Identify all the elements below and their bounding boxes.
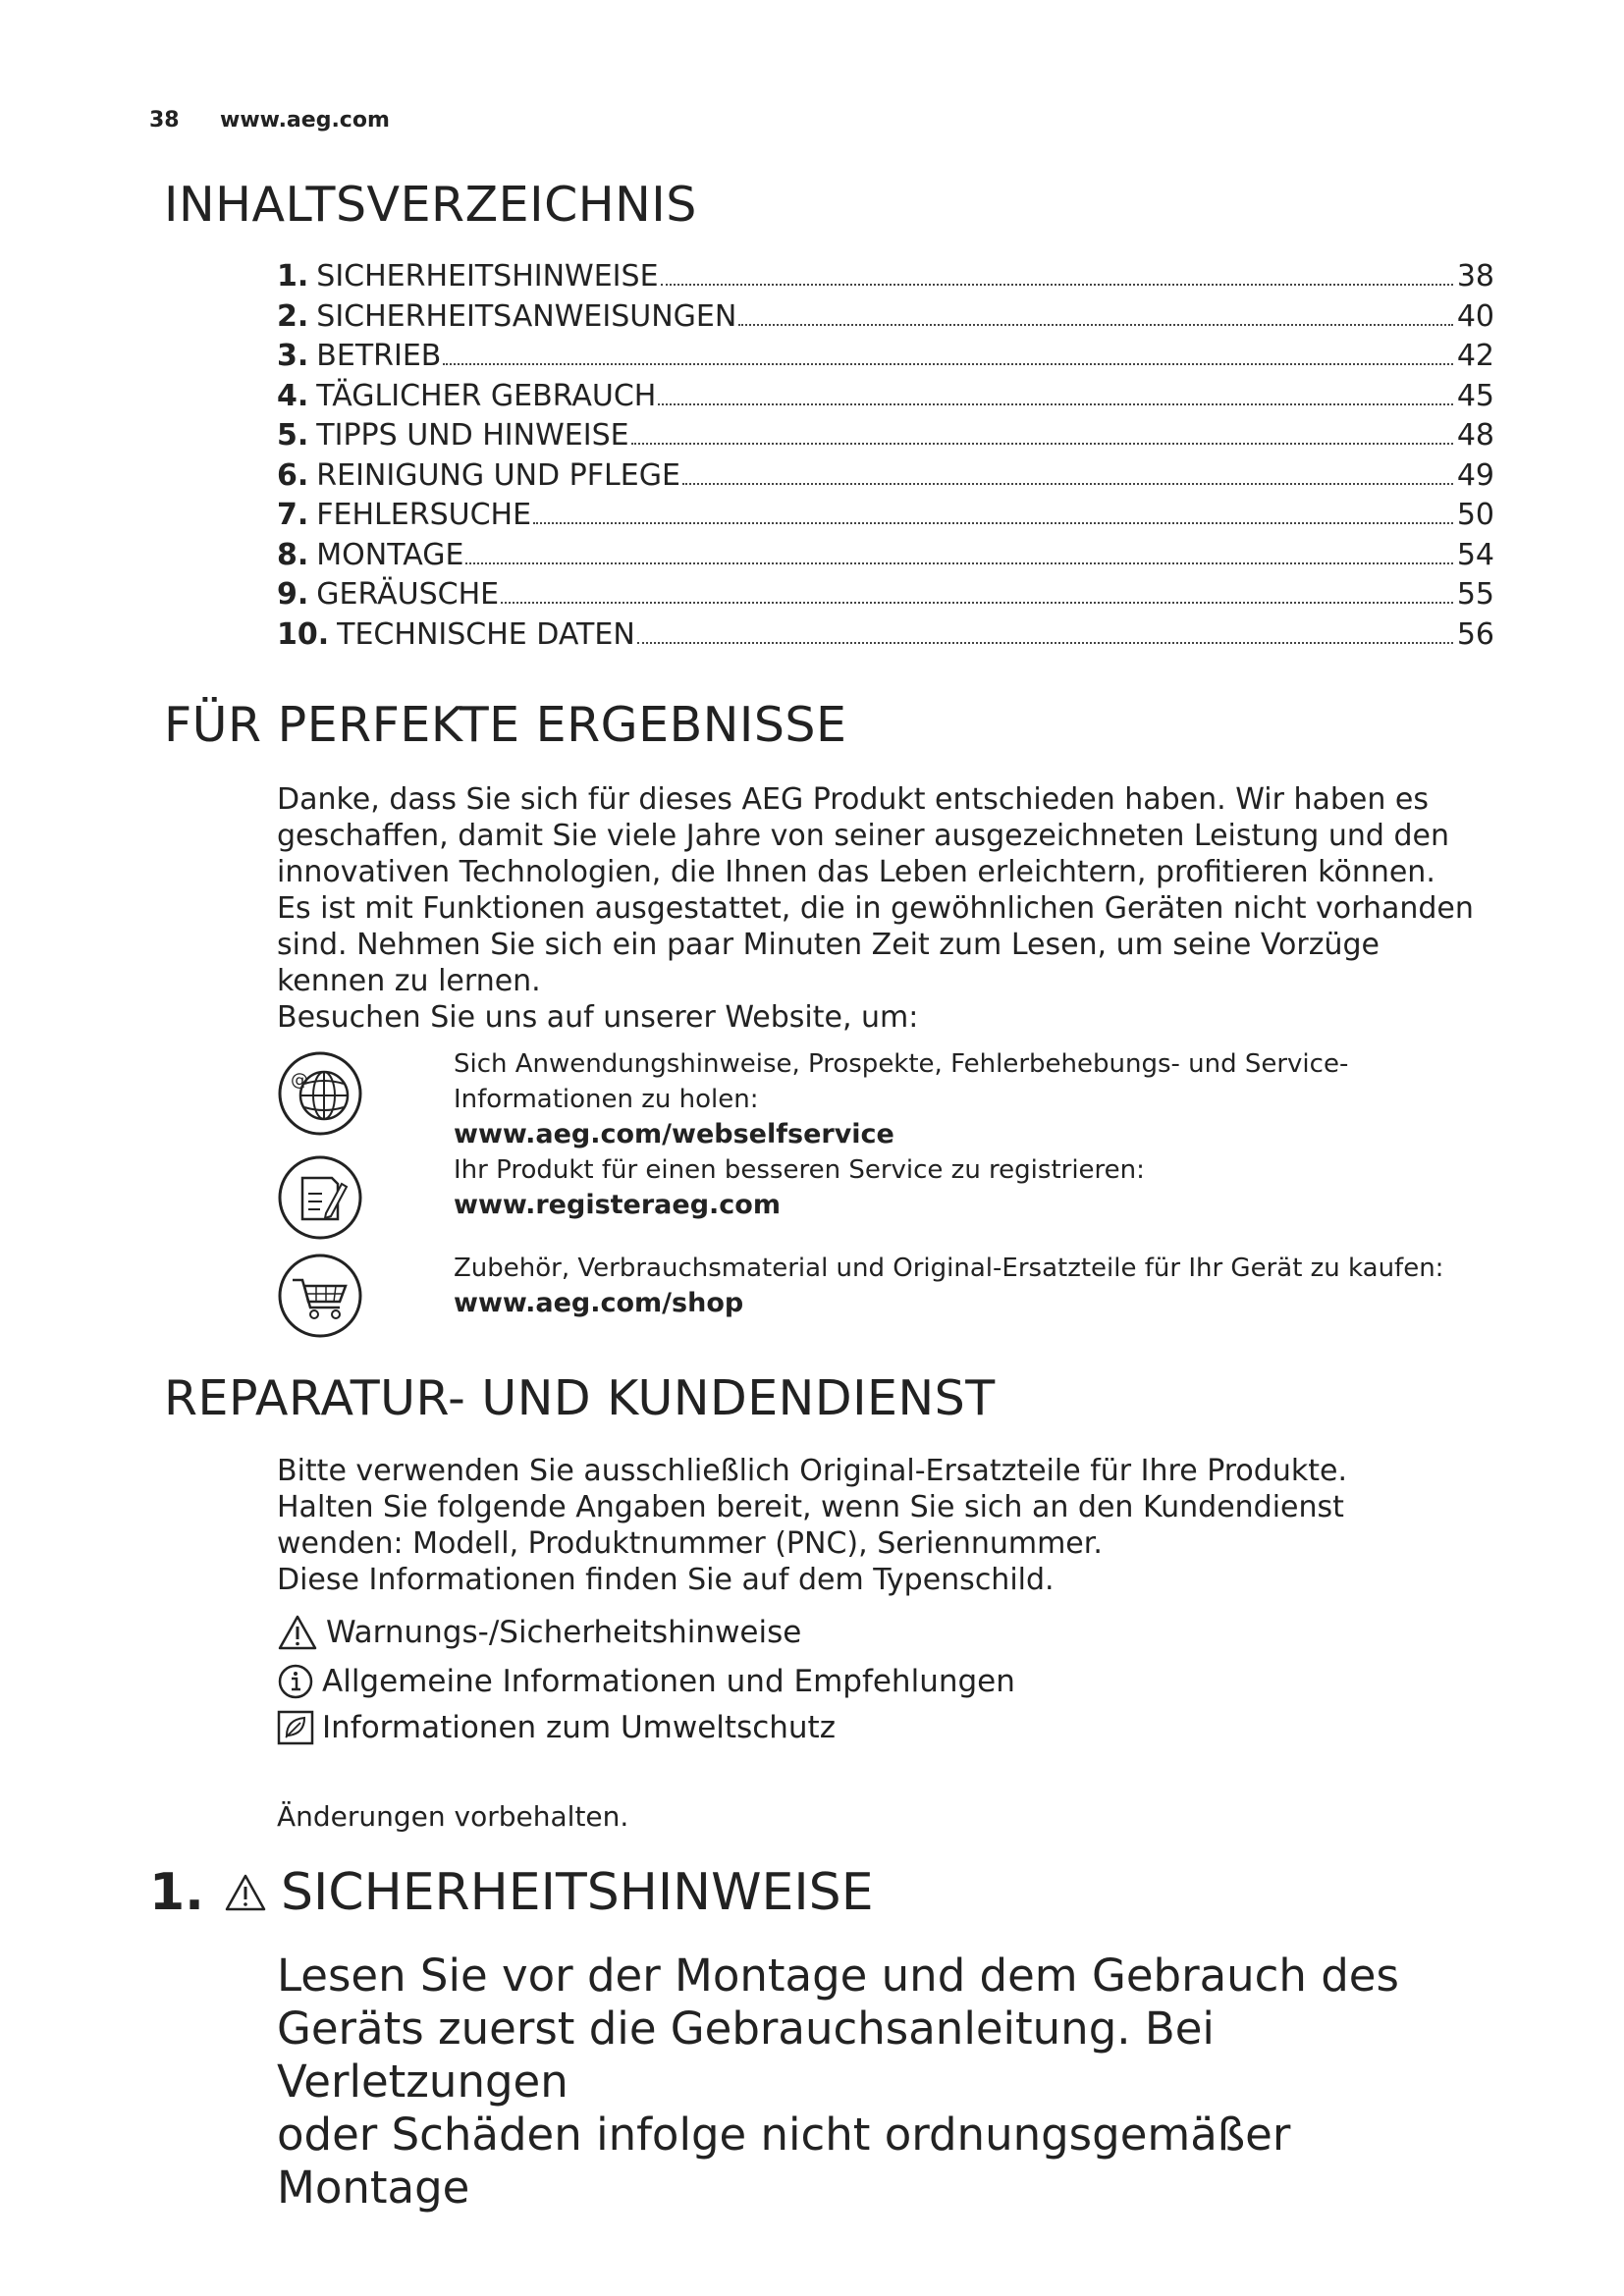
toc-leader <box>738 324 1453 326</box>
toc-leader <box>661 284 1453 286</box>
toc-entry[interactable] <box>277 299 1494 340</box>
toc-entry-title: BETRIEB <box>316 339 442 373</box>
globe-icon <box>277 1050 363 1137</box>
toc-leader <box>637 642 1453 644</box>
service-paragraph <box>277 1453 1494 1598</box>
toc-entry-number: 8. <box>277 537 309 572</box>
symbol-label: Allgemeine Informationen und Empfehlungen <box>322 1664 1015 1699</box>
warning-icon <box>277 1614 318 1651</box>
toc-entry-page: 48 <box>1456 418 1494 453</box>
text-line: Danke, dass Sie sich für dieses AEG Produkt entschieden haben. Wir haben es <box>277 782 1429 817</box>
text-line: kennen zu lernen. <box>277 964 541 998</box>
toc-leader <box>631 443 1453 445</box>
intro-line: oder Schäden infolge nicht ordnungsgemäßer Montage <box>277 2109 1291 2214</box>
service-description: Informationen zu holen: <box>454 1085 759 1114</box>
section-1-heading <box>149 1863 874 1922</box>
toc-entry-number: 1. <box>277 259 309 294</box>
toc-entry-number: 5. <box>277 418 309 453</box>
results-paragraph <box>277 781 1494 1036</box>
toc-entry[interactable] <box>277 498 1494 538</box>
service-description: Ihr Produkt für einen besseren Service zu registrieren: <box>454 1155 1145 1185</box>
toc-entry-page: 38 <box>1456 259 1494 294</box>
toc-leader <box>658 403 1452 405</box>
symbol-label: Informationen zum Umweltschutz <box>322 1710 836 1745</box>
toc-entry-number: 4. <box>277 378 309 413</box>
toc-entry-page: 56 <box>1456 616 1494 652</box>
toc-entry-title: GERÄUSCHE <box>316 577 500 612</box>
info-icon <box>277 1663 314 1700</box>
toc-entry[interactable] <box>277 259 1494 299</box>
shop-link[interactable]: www.aeg.com/shop <box>454 1288 744 1318</box>
toc-entry-title: FEHLERSUCHE <box>316 498 532 532</box>
webselfservice-link[interactable]: www.aeg.com/webselfservice <box>454 1119 894 1149</box>
toc-entry-number: 2. <box>277 298 309 334</box>
text-line: geschaffen, damit Sie viele Jahre von seiner ausgezeichneten Leistung und den <box>277 819 1450 853</box>
toc-entry[interactable] <box>277 418 1494 458</box>
service-description: Zubehör, Verbrauchsmaterial und Original-Ersatzteile für Ihr Gerät zu kaufen: <box>454 1254 1444 1283</box>
service-item-shop <box>454 1251 1494 1321</box>
text-line: Es ist mit Funktionen ausgestattet, die in gewöhnlichen Geräten nicht vorhanden <box>277 891 1474 926</box>
shopping-cart-icon <box>277 1253 363 1339</box>
toc-entry[interactable] <box>277 458 1494 499</box>
toc-entry-title: TECHNISCHE DATEN <box>337 616 635 652</box>
toc-entry-title: REINIGUNG UND PFLEGE <box>316 457 680 493</box>
toc-entry-number: 7. <box>277 498 309 532</box>
toc-entry-title: MONTAGE <box>316 537 464 572</box>
service-item-webselfservice <box>454 1046 1494 1152</box>
symbol-legend-environment <box>277 1710 836 1745</box>
toc-entry[interactable] <box>277 577 1494 617</box>
toc-leader <box>465 562 1452 564</box>
register-icon <box>277 1154 363 1241</box>
table-of-contents <box>277 259 1494 657</box>
toc-entry[interactable] <box>277 379 1494 419</box>
toc-leader <box>682 483 1453 485</box>
toc-entry-number: 10. <box>277 616 330 652</box>
section-number: 1. <box>149 1863 204 1922</box>
toc-entry[interactable] <box>277 339 1494 379</box>
toc-entry-title: SICHERHEITSANWEISUNGEN <box>316 298 737 334</box>
toc-entry-page: 40 <box>1456 298 1494 334</box>
service-heading: REPARATUR- UND KUNDENDIENST <box>164 1370 996 1426</box>
website-header: www.aeg.com <box>220 108 390 133</box>
toc-entry-title: TIPPS UND HINWEISE <box>316 418 629 453</box>
text-line: wenden: Modell, Produktnummer (PNC), Seriennummer. <box>277 1526 1103 1561</box>
toc-entry-page: 54 <box>1456 537 1494 572</box>
toc-leader <box>501 602 1453 604</box>
symbol-label: Warnungs-/Sicherheitshinweise <box>326 1615 802 1650</box>
text-line: Bitte verwenden Sie ausschließlich Original-Ersatzteile für Ihre Produkte. <box>277 1454 1347 1488</box>
register-link[interactable]: www.registeraeg.com <box>454 1190 781 1220</box>
intro-line: Geräts zuerst die Gebrauchsanleitung. Bei Verletzungen <box>277 2002 1215 2108</box>
intro-line: Lesen Sie vor der Montage und dem Gebrauch des <box>277 1949 1399 2002</box>
page-number: 38 <box>149 108 180 133</box>
service-item-register <box>454 1152 1494 1223</box>
text-line: innovativen Technologien, die Ihnen das Leben erleichtern, profitieren können. <box>277 855 1435 889</box>
leaf-icon <box>277 1710 314 1745</box>
change-notice: Änderungen vorbehalten. <box>277 1800 629 1833</box>
toc-leader <box>443 363 1452 365</box>
text-line: Halten Sie folgende Angaben bereit, wenn Sie sich an den Kundendienst <box>277 1490 1344 1524</box>
toc-entry[interactable] <box>277 538 1494 578</box>
toc-entry[interactable] <box>277 617 1494 658</box>
svg-text:@: @ <box>291 1070 308 1091</box>
text-line: Diese Informationen finden Sie auf dem Typenschild. <box>277 1563 1055 1597</box>
section-1-intro <box>277 1949 1494 2215</box>
toc-entry-number: 3. <box>277 339 309 373</box>
toc-entry-page: 45 <box>1456 378 1494 413</box>
toc-entry-title: SICHERHEITSHINWEISE <box>316 259 659 294</box>
toc-entry-number: 6. <box>277 457 309 493</box>
toc-entry-title: TÄGLICHER GEBRAUCH <box>316 378 657 413</box>
toc-heading: INHALTSVERZEICHNIS <box>164 177 697 233</box>
symbol-legend-info <box>277 1663 1015 1700</box>
toc-leader <box>533 522 1453 524</box>
section-title: SICHERHEITSHINWEISE <box>280 1863 874 1922</box>
toc-entry-number: 9. <box>277 577 309 612</box>
toc-entry-page: 42 <box>1456 339 1494 373</box>
toc-entry-page: 55 <box>1456 577 1494 612</box>
symbol-legend-warning <box>277 1614 801 1651</box>
toc-entry-page: 49 <box>1456 457 1494 493</box>
results-heading: FÜR PERFEKTE ERGEBNISSE <box>164 697 847 753</box>
text-line: Besuchen Sie uns auf unserer Website, um: <box>277 1000 919 1035</box>
service-description: Sich Anwendungshinweise, Prospekte, Fehlerbehebungs- und Service- <box>454 1049 1349 1079</box>
toc-entry-page: 50 <box>1456 498 1494 532</box>
warning-icon <box>224 1873 267 1912</box>
text-line: sind. Nehmen Sie sich ein paar Minuten Zeit zum Lesen, um seine Vorzüge <box>277 928 1380 962</box>
